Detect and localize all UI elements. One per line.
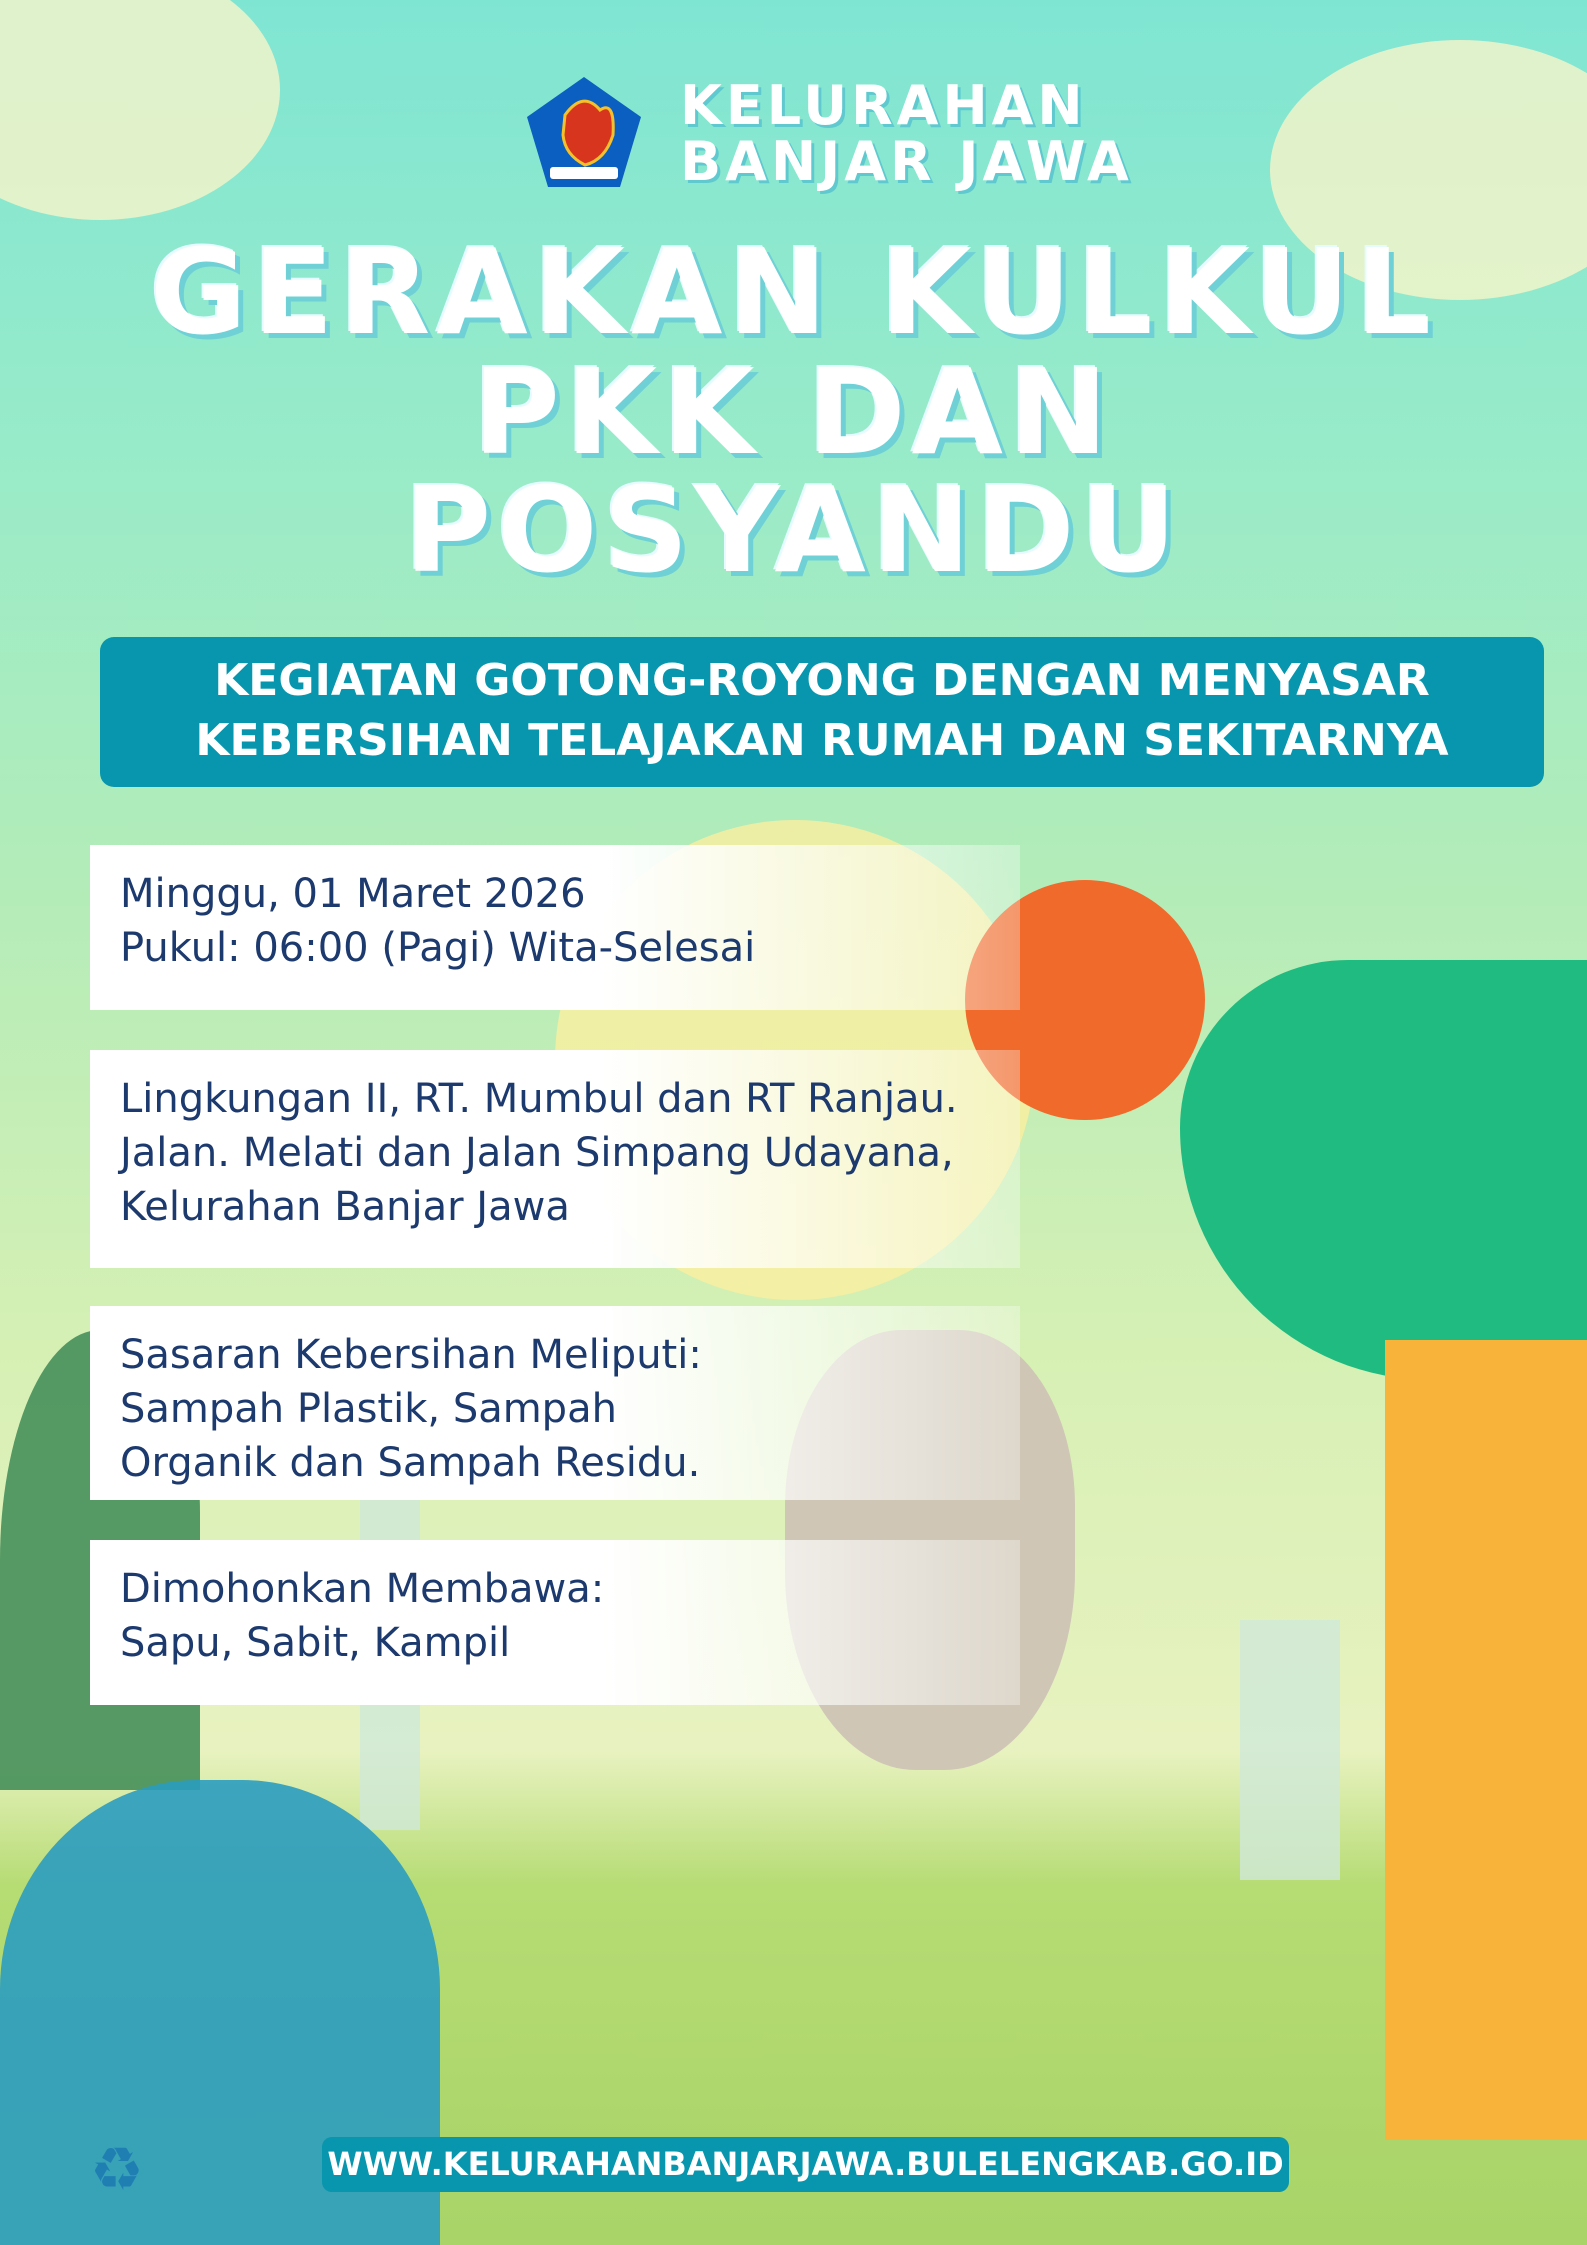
woman-shirt-illustration — [1180, 960, 1587, 1380]
targets-line: Sampah Plastik, Sampah — [120, 1386, 617, 1432]
date-text: Minggu, 01 Maret 2026 — [120, 871, 586, 917]
title-line3: POSYANDU — [404, 461, 1183, 599]
title-line1: GERAKAN KULKUL — [150, 223, 1437, 361]
recycle-icon: ♻ — [90, 2135, 144, 2205]
targets-line: Sasaran Kebersihan Meliputi: — [120, 1332, 702, 1378]
activity-banner — [100, 637, 1544, 787]
website-link[interactable]: WWW.KELURAHANBANJARJAWA.BULELENGKAB.GO.ID — [322, 2137, 1289, 2192]
cloud-decoration — [0, 0, 280, 220]
woman-pants-illustration — [1385, 1340, 1587, 2140]
location-line: Jalan. Melati dan Jalan Simpang Udayana, — [120, 1130, 954, 1176]
bring-line: Dimohonkan Membawa: — [120, 1566, 605, 1612]
org-name-line2: BANJAR JAWA — [680, 130, 1133, 193]
org-name — [680, 74, 1133, 193]
banner-line1: KEGIATAN GOTONG-ROYONG DENGAN MENYASAR — [214, 655, 1430, 706]
bring-line: Sapu, Sabit, Kampil — [120, 1620, 511, 1666]
info-box-location — [90, 1050, 1020, 1268]
building-decoration — [1240, 1620, 1340, 1880]
org-name-line1: KELURAHAN — [680, 74, 1087, 137]
info-box-targets — [90, 1306, 1020, 1500]
banner-line2: KEBERSIHAN TELAJAKAN RUMAH DAN SEKITARNYA — [195, 715, 1449, 766]
targets-line: Organik dan Sampah Residu. — [120, 1440, 701, 1486]
kelurahan-logo — [525, 75, 643, 190]
location-line: Lingkungan II, RT. Mumbul dan RT Ranjau. — [120, 1076, 958, 1122]
time-text: Pukul: 06:00 (Pagi) Wita-Selesai — [120, 925, 756, 971]
location-line: Kelurahan Banjar Jawa — [120, 1184, 570, 1230]
title-line2: PKK DAN — [473, 343, 1114, 481]
info-box-bring — [90, 1540, 1020, 1705]
info-box-datetime — [90, 845, 1020, 1010]
